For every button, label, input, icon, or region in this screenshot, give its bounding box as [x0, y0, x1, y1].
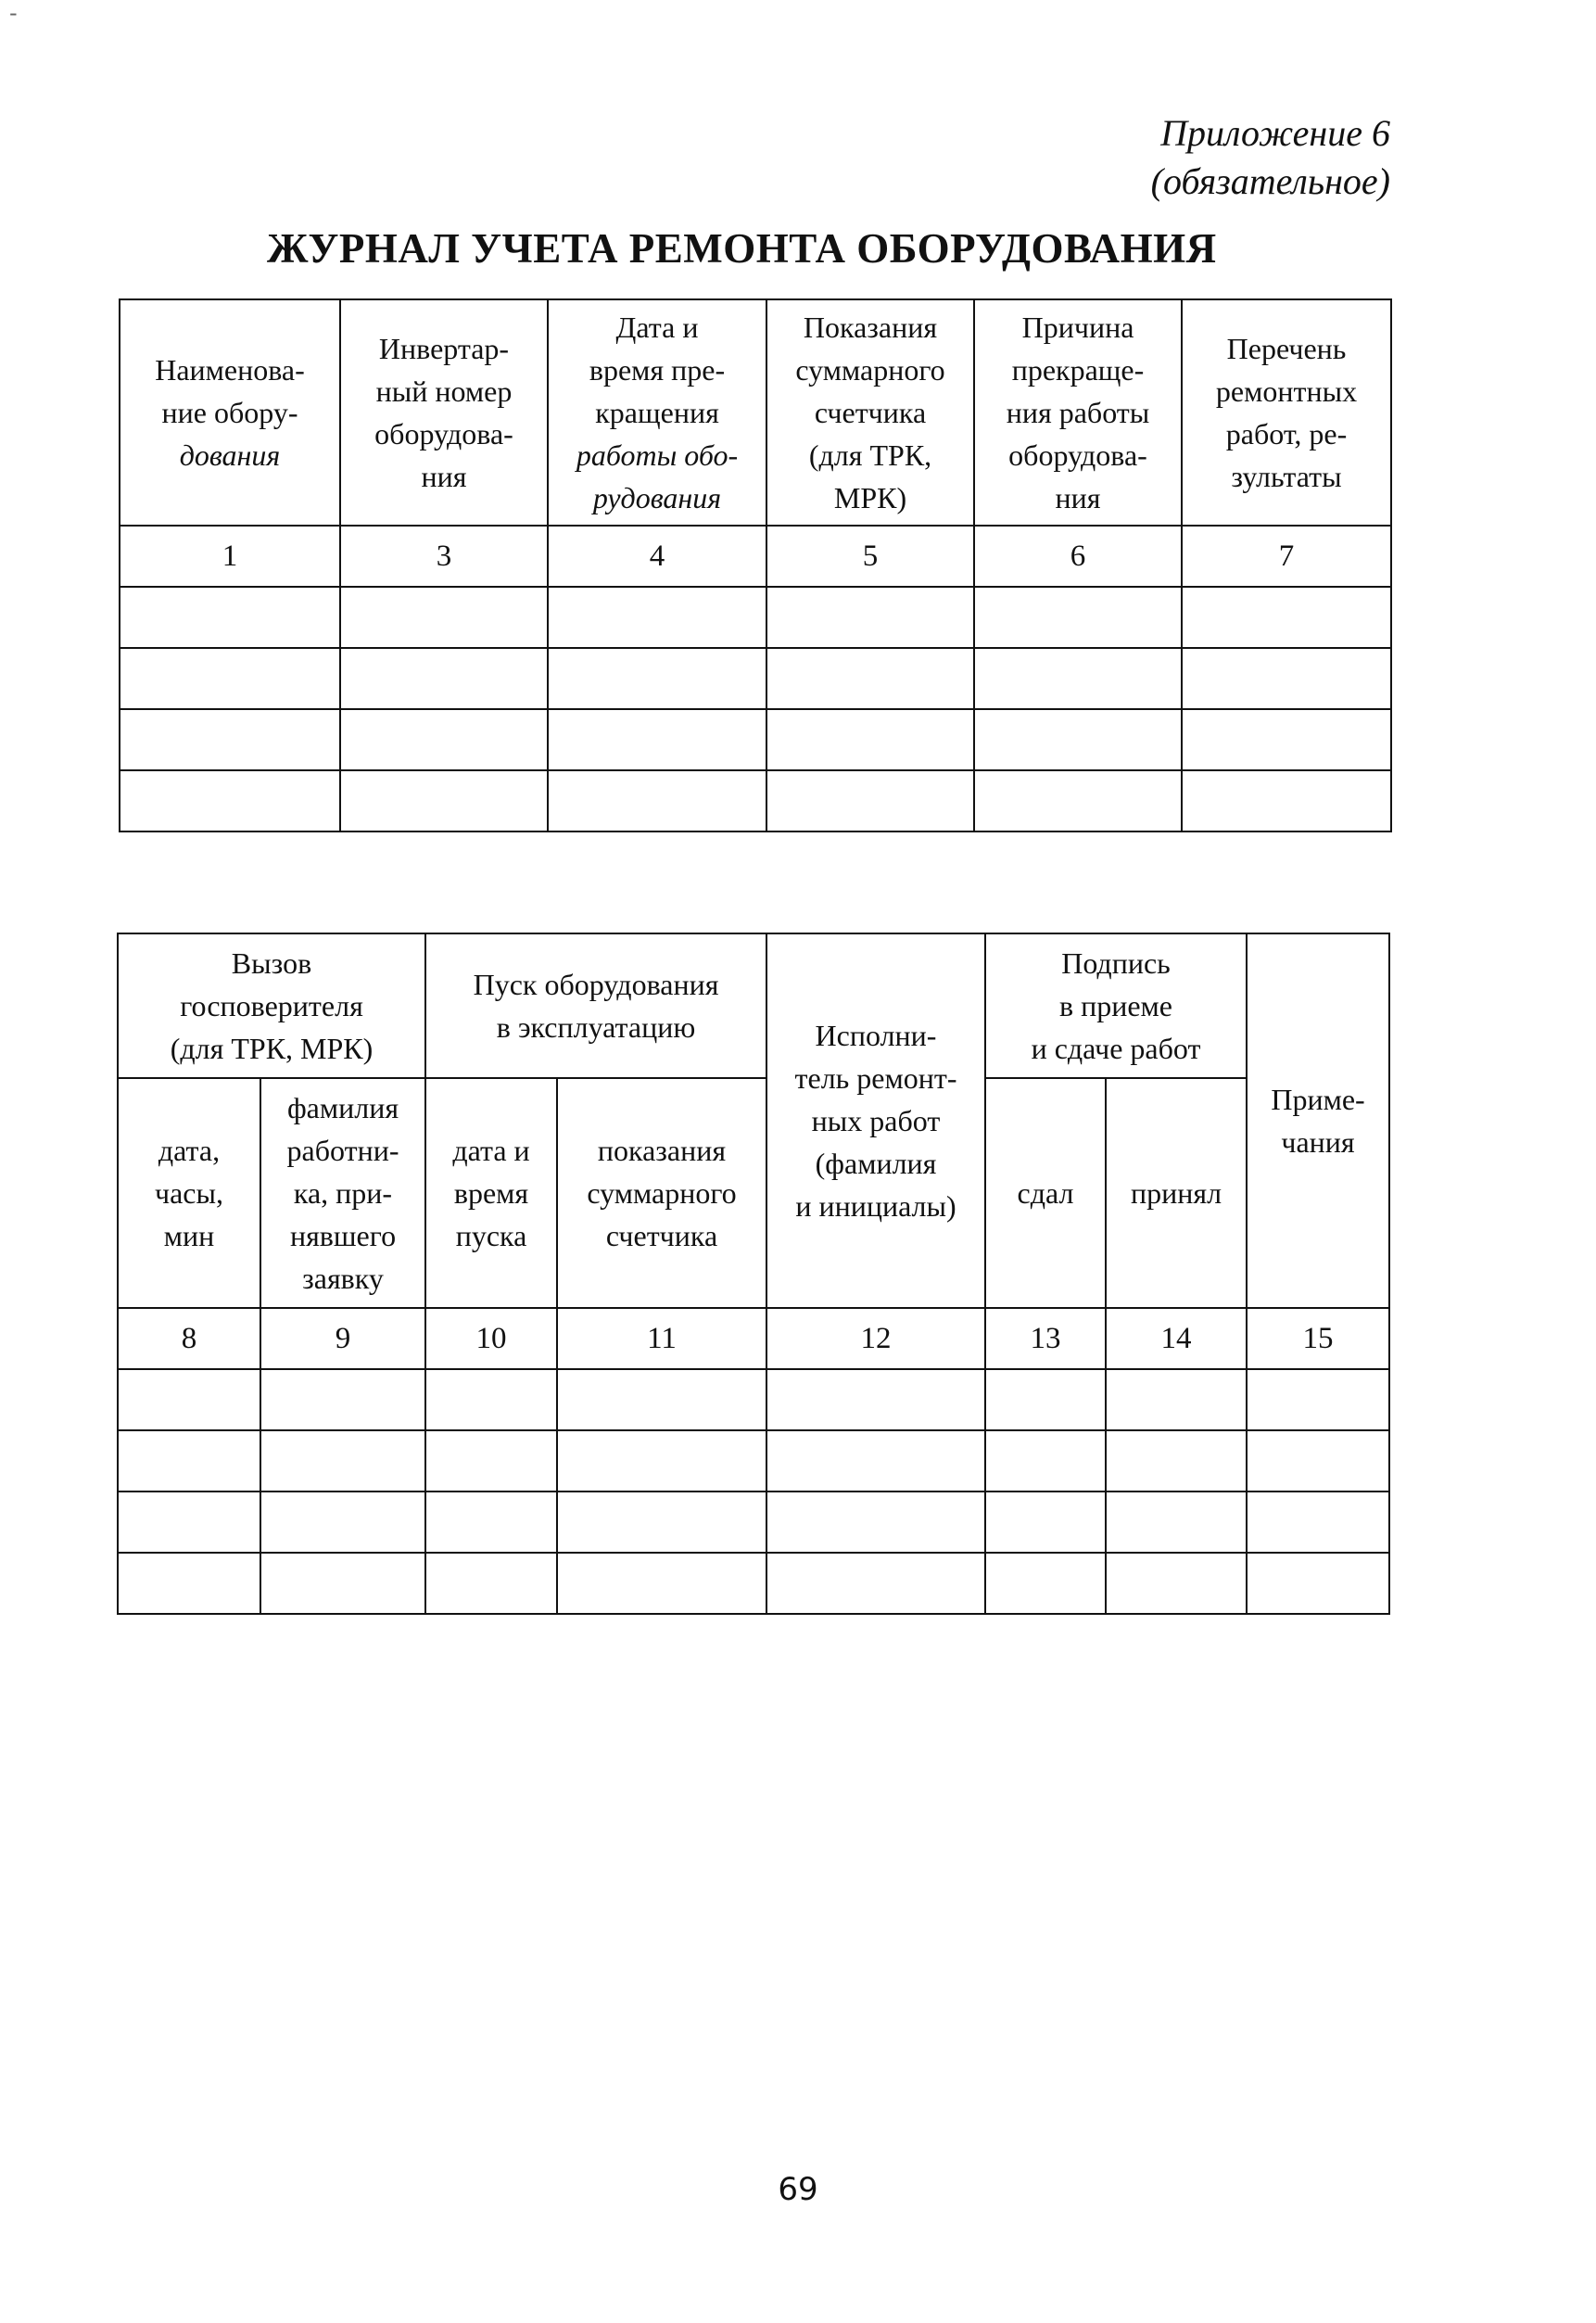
- header-line: в приеме: [1058, 989, 1172, 1022]
- header-line: Приме-: [1271, 1083, 1365, 1116]
- empty-cell[interactable]: [260, 1369, 425, 1430]
- header-line: ния: [1055, 481, 1101, 514]
- col-number: 3: [340, 526, 548, 587]
- empty-cell[interactable]: [766, 587, 974, 648]
- page-number: 69: [778, 2171, 818, 2208]
- header-line: время: [453, 1176, 529, 1210]
- header-line: ния: [421, 460, 467, 493]
- table-row: [120, 587, 1391, 648]
- header-handed-over: [985, 1078, 1106, 1308]
- header-line: нявшего: [289, 1219, 397, 1252]
- col-number: 9: [260, 1308, 425, 1369]
- header-line: фамилия: [286, 1091, 399, 1124]
- empty-cell[interactable]: [548, 587, 766, 648]
- empty-cell[interactable]: [118, 1553, 260, 1614]
- header-line: Вызов: [231, 946, 312, 980]
- repair-log-table-1: [119, 298, 1392, 832]
- empty-cell[interactable]: [985, 1492, 1106, 1553]
- table-row: [118, 1553, 1389, 1614]
- empty-cell[interactable]: [766, 1369, 985, 1430]
- header-line: ных работ: [811, 1104, 941, 1137]
- empty-cell[interactable]: [557, 1553, 766, 1614]
- empty-cell[interactable]: [985, 1430, 1106, 1492]
- header-worker-name: [260, 1078, 425, 1308]
- col-number: 8: [118, 1308, 260, 1369]
- empty-cell[interactable]: [1106, 1492, 1247, 1553]
- empty-cell[interactable]: [260, 1553, 425, 1614]
- table-row: [120, 770, 1391, 831]
- header-line: заявку: [302, 1262, 384, 1295]
- header-line: часы,: [155, 1176, 223, 1210]
- header-line: суммарного: [587, 1176, 737, 1210]
- table2-sub-header-row: [118, 1078, 1389, 1308]
- header-inspector-call: [118, 933, 425, 1078]
- header-equipment-launch: [425, 933, 766, 1078]
- header-signature: [985, 933, 1247, 1078]
- empty-cell[interactable]: [340, 648, 548, 709]
- empty-cell[interactable]: [766, 1430, 985, 1492]
- header-line: МРК): [833, 481, 907, 514]
- header-line: пуска: [455, 1219, 527, 1252]
- empty-cell[interactable]: [425, 1430, 557, 1492]
- table-row: [118, 1430, 1389, 1492]
- header-meter-readings: [766, 299, 974, 526]
- header-line: Наименова-: [155, 353, 305, 387]
- empty-cell[interactable]: [425, 1369, 557, 1430]
- empty-cell[interactable]: [1247, 1369, 1389, 1430]
- empty-cell[interactable]: [985, 1369, 1106, 1430]
- empty-cell[interactable]: [340, 709, 548, 770]
- appendix-label: [1151, 109, 1390, 206]
- empty-cell[interactable]: [766, 1492, 985, 1553]
- header-line: ния работы: [1006, 396, 1150, 429]
- empty-cell[interactable]: [1247, 1492, 1389, 1553]
- header-line: Подпись: [1061, 946, 1171, 980]
- header-line: оборудова-: [374, 417, 513, 451]
- header-line: (для ТРК, МРК): [170, 1032, 374, 1065]
- header-notes: [1247, 933, 1389, 1308]
- header-line: счетчика: [605, 1219, 718, 1252]
- col-number: 1: [120, 526, 340, 587]
- header-line: в эксплуатацию: [496, 1010, 696, 1044]
- empty-cell[interactable]: [118, 1430, 260, 1492]
- empty-cell[interactable]: [974, 709, 1182, 770]
- header-line: оборудова-: [1008, 438, 1147, 472]
- empty-cell[interactable]: [1247, 1430, 1389, 1492]
- header-line: и сдаче работ: [1031, 1032, 1201, 1065]
- header-line: Дата и: [615, 311, 699, 344]
- header-line: дования: [179, 438, 281, 472]
- empty-cell[interactable]: [1182, 587, 1391, 648]
- empty-cell[interactable]: [557, 1369, 766, 1430]
- empty-cell[interactable]: [548, 770, 766, 831]
- header-line: показания: [597, 1134, 727, 1167]
- empty-cell[interactable]: [1106, 1430, 1247, 1492]
- header-line: мин: [163, 1219, 215, 1252]
- col-number: 6: [974, 526, 1182, 587]
- col-number: 12: [766, 1308, 985, 1369]
- appendix-number: Приложение 6: [1160, 112, 1390, 154]
- empty-cell[interactable]: [340, 587, 548, 648]
- header-line: суммарного: [795, 353, 945, 387]
- empty-cell[interactable]: [425, 1492, 557, 1553]
- header-line: Инвертар-: [378, 332, 510, 365]
- corner-mark: -: [9, 0, 18, 26]
- header-line: ка, при-: [293, 1176, 393, 1210]
- header-line: чания: [1281, 1125, 1355, 1159]
- empty-cell[interactable]: [120, 770, 340, 831]
- empty-cell[interactable]: [118, 1492, 260, 1553]
- header-equipment-name: [120, 299, 340, 526]
- empty-cell[interactable]: [974, 587, 1182, 648]
- empty-cell[interactable]: [120, 709, 340, 770]
- empty-cell[interactable]: [766, 648, 974, 709]
- table-row: [118, 1492, 1389, 1553]
- empty-cell[interactable]: [766, 1553, 985, 1614]
- empty-cell[interactable]: [1106, 1369, 1247, 1430]
- header-line: работы обо-: [576, 438, 739, 472]
- empty-cell[interactable]: [1182, 648, 1391, 709]
- empty-cell[interactable]: [260, 1492, 425, 1553]
- header-line: госповерителя: [180, 989, 363, 1022]
- header-line: принял: [1130, 1176, 1222, 1210]
- header-line: Пуск оборудования: [473, 968, 719, 1001]
- col-number: 13: [985, 1308, 1106, 1369]
- empty-cell[interactable]: [1182, 709, 1391, 770]
- header-line: Причина: [1021, 311, 1134, 344]
- col-number: 4: [548, 526, 766, 587]
- header-line: (фамилия: [815, 1147, 937, 1180]
- header-line: Показания: [803, 311, 938, 344]
- empty-cell[interactable]: [766, 709, 974, 770]
- header-line: тель ремонт-: [794, 1061, 957, 1095]
- page-title: ЖУРНАЛ УЧЕТА РЕМОНТА ОБОРУДОВАНИЯ: [267, 225, 1217, 272]
- empty-cell[interactable]: [548, 709, 766, 770]
- empty-cell[interactable]: [1182, 770, 1391, 831]
- empty-cell[interactable]: [974, 648, 1182, 709]
- empty-cell[interactable]: [120, 648, 340, 709]
- header-line: работни-: [286, 1134, 399, 1167]
- header-launch-datetime: [425, 1078, 557, 1308]
- header-line: и инициалы): [795, 1189, 956, 1223]
- appendix-status: (обязательное): [1150, 160, 1390, 202]
- col-number: 14: [1106, 1308, 1247, 1369]
- empty-cell[interactable]: [120, 587, 340, 648]
- header-stop-reason: [974, 299, 1182, 526]
- col-number: 11: [557, 1308, 766, 1369]
- empty-cell[interactable]: [260, 1430, 425, 1492]
- header-line: счетчика: [814, 396, 927, 429]
- empty-cell[interactable]: [118, 1369, 260, 1430]
- col-number: 15: [1247, 1308, 1389, 1369]
- repair-log-table-2: [117, 933, 1390, 1615]
- table2-group-header-row: [118, 933, 1389, 1078]
- col-number: 7: [1182, 526, 1391, 587]
- header-line: время пре-: [589, 353, 726, 387]
- header-line: ремонтных: [1215, 374, 1358, 408]
- header-line: Исполни-: [815, 1019, 937, 1052]
- header-line: дата и: [452, 1134, 530, 1167]
- empty-cell[interactable]: [985, 1553, 1106, 1614]
- col-number: 5: [766, 526, 974, 587]
- header-line: кращения: [595, 396, 719, 429]
- empty-cell[interactable]: [548, 648, 766, 709]
- empty-cell[interactable]: [1247, 1553, 1389, 1614]
- empty-cell[interactable]: [340, 770, 548, 831]
- header-line: Перечень: [1226, 332, 1347, 365]
- empty-cell[interactable]: [557, 1430, 766, 1492]
- empty-cell[interactable]: [974, 770, 1182, 831]
- header-repair-list: [1182, 299, 1391, 526]
- table-row: [120, 709, 1391, 770]
- header-line: прекраще-: [1011, 353, 1145, 387]
- header-line: работ, ре-: [1225, 417, 1348, 451]
- header-line: ние обору-: [161, 396, 298, 429]
- table-row: [120, 648, 1391, 709]
- empty-cell[interactable]: [1106, 1553, 1247, 1614]
- header-call-datetime: [118, 1078, 260, 1308]
- header-line: сдал: [1017, 1176, 1074, 1210]
- table1-number-row: [120, 526, 1391, 587]
- header-line: (для ТРК,: [808, 438, 932, 472]
- empty-cell[interactable]: [766, 770, 974, 831]
- table-row: [118, 1369, 1389, 1430]
- header-stop-datetime: [548, 299, 766, 526]
- empty-cell[interactable]: [425, 1553, 557, 1614]
- table1-header-row: [120, 299, 1391, 526]
- header-inventory-number: [340, 299, 548, 526]
- header-launch-meter: [557, 1078, 766, 1308]
- header-accepted: [1106, 1078, 1247, 1308]
- header-repair-executor: [766, 933, 985, 1308]
- col-number: 10: [425, 1308, 557, 1369]
- header-line: рудования: [592, 481, 722, 514]
- header-line: зультаты: [1231, 460, 1342, 493]
- header-line: дата,: [158, 1134, 221, 1167]
- table2-number-row: [118, 1308, 1389, 1369]
- header-line: ный номер: [375, 374, 513, 408]
- empty-cell[interactable]: [557, 1492, 766, 1553]
